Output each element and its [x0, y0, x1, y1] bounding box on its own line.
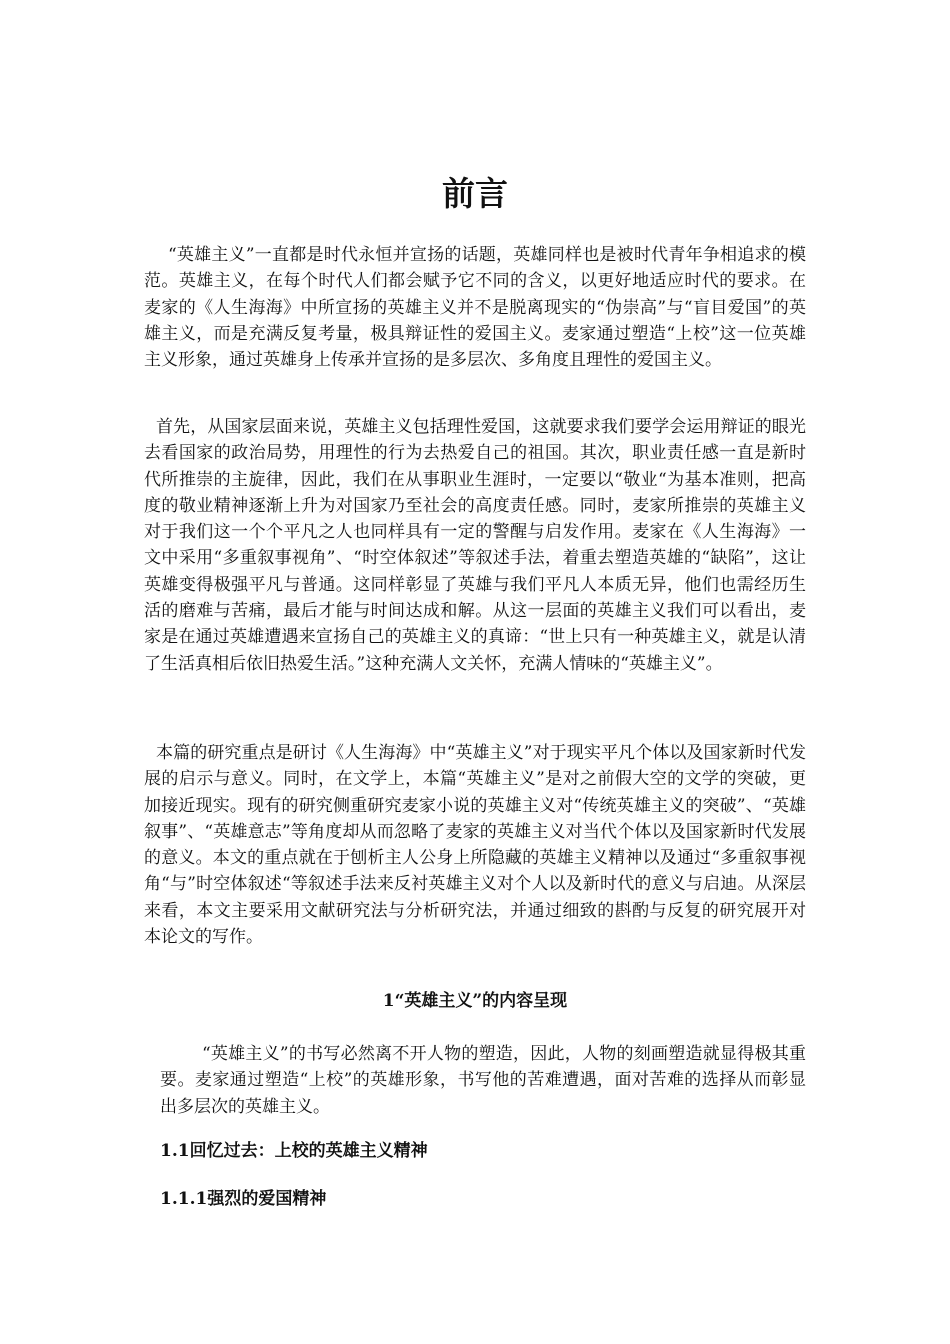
- intro-paragraph-2: 首先，从国家层面来说，英雄主义包括理性爱国，这就要求我们要学会运用辩证的眼光去看国家的政治局势，用理性的行为去热爱自己的祖国。其次，职业责任感一直是新时代所推崇的主旋律，因此，我们在从事职业生涯时，一定要以“敬业“为基本准则，把高度的敬业精神逐渐上升为对国家乃至社会的高度责任感。同时，麦家所推崇的英雄主义对于我们这一个个平凡之人也同样具有一定的警醒与启发作用。麦家在《人生海海》一文中采用“多重叙事视角”、“时空体叙述”等叙述手法，着重去塑造英雄的“缺陷”，这让英雄变得极强平凡与普通。这同样彰显了英雄与我们平凡人本质无异，他们也需经历生活的磨难与苦痛，最后才能与时间达成和解。从这一层面的英雄主义我们可以看出，麦家是在通过英雄遭遇来宣扬自己的英雄主义的真谛：“世上只有一种英雄主义，就是认清了生活真相后依旧热爱生活。”这种充满人文关怀，充满人情味的“英雄主义”。: [144, 417, 806, 674]
- page-title: 前言: [442, 174, 508, 213]
- intro-paragraph-1: “英雄主义”一直都是时代永恒并宣扬的话题，英雄同样也是被时代青年争相追求的模范。英雄主义，在每个时代人们都会赋予它不同的含义，以更好地适应时代的要求。在麦家的《人生海海》中所宣扬的英雄主义并不是脱离现实的“伪崇高”与“盲目爱国”的英雄主义，而是充满反复考量，极具辩证性的爱国主义。麦家通过塑造“上校”这一位英雄主义形象，通过英雄身上传承并宣扬的是多层次、多角度且理性的爱国主义。: [144, 245, 806, 371]
- subheading-1-1: 1.1回忆过去：上校的英雄主义精神: [160, 1141, 428, 1161]
- section-paragraph: “英雄主义”的书写必然离不开人物的塑造，因此，人物的刻画塑造就显得极其重要。麦家通过塑造“上校”的英雄形象，书写他的苦难遭遇，面对苦难的选择从而彰显出多层次的英雄主义。: [160, 1044, 806, 1117]
- intro-paragraph-3: 本篇的研究重点是研讨《人生海海》中“英雄主义”对于现实平凡个体以及国家新时代发展的启示与意义。同时，在文学上，本篇“英雄主义”是对之前假大空的文学的突破，更加接近现实。现有的研究侧重研究麦家小说的英雄主义对“传统英雄主义的突破”、“英雄叙事”、“英雄意志”等角度却从而忽略了麦家的英雄主义对当代个体以及国家新时代发展的意义。本文的重点就在于刨析主人公身上所隐藏的英雄主义精神以及通过“多重叙事视角“与”时空体叙述“等叙述手法来反衬英雄主义对个人以及新时代的意义与启迪。从深层来看，本文主要采用文献研究法与分析研究法，并通过细致的斟酌与反复的研究展开对本论文的写作。: [144, 743, 806, 948]
- subheading-1-1-1: 1.1.1强烈的爱国精神: [160, 1189, 327, 1209]
- section-heading: 1“英雄主义”的内容呈现: [382, 991, 568, 1011]
